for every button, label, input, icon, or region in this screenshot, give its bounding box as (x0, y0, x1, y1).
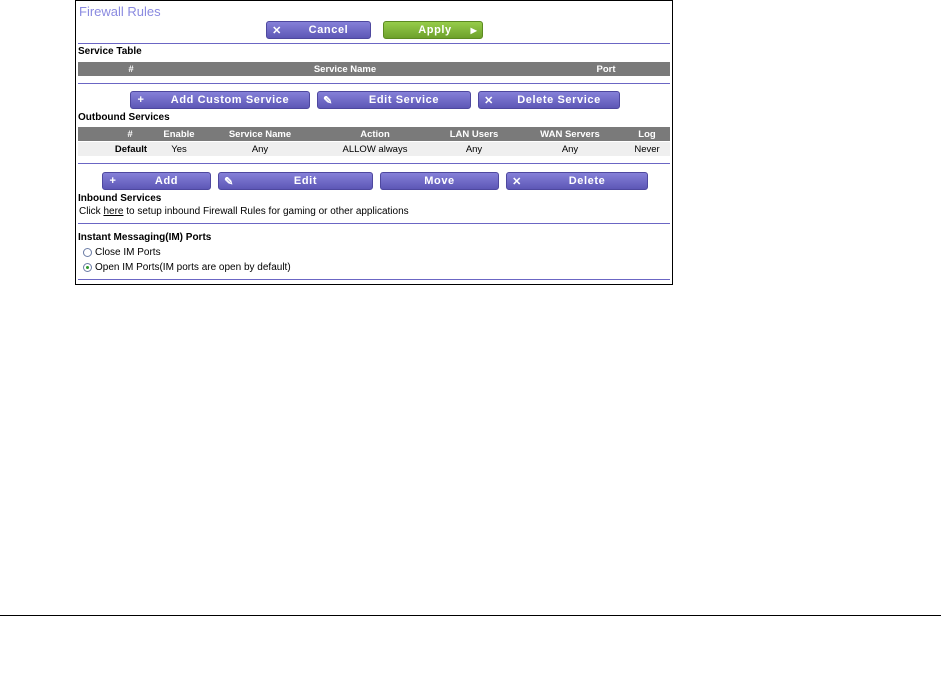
cell-wan-servers: Any (561, 144, 579, 155)
divider (78, 83, 670, 84)
add-custom-service-button[interactable] (130, 91, 310, 109)
col-num: # (128, 64, 134, 75)
apply-label: Apply (418, 24, 452, 36)
delete-label: Delete (568, 175, 606, 187)
open-im-ports-radio[interactable] (83, 263, 92, 272)
close-im-ports-option[interactable] (83, 247, 161, 258)
inbound-text-before: Click (79, 206, 104, 217)
apply-button[interactable] (383, 21, 483, 39)
col-wan-servers: WAN Servers (540, 129, 600, 140)
open-im-ports-option[interactable] (83, 262, 291, 273)
edit-button[interactable] (218, 172, 373, 190)
col-action: Action (360, 129, 390, 140)
service-table-title: Service Table (78, 46, 142, 57)
col-port: Port (596, 64, 616, 75)
col-log: Log (638, 129, 656, 140)
open-im-ports-label: Open IM Ports(IM ports are open by default) (95, 262, 291, 273)
im-ports-title: Instant Messaging(IM) Ports (78, 232, 212, 243)
close-im-ports-label: Close IM Ports (95, 247, 161, 258)
col-service-name: Service Name (313, 64, 377, 75)
cell-action: ALLOW always (342, 144, 408, 155)
outbound-table-header (78, 127, 670, 141)
inbound-setup-link[interactable]: here (103, 206, 124, 217)
cancel-label: Cancel (308, 24, 349, 36)
col-num: # (127, 129, 133, 140)
delete-button[interactable] (506, 172, 648, 190)
plus-icon: + (109, 175, 117, 187)
divider (78, 43, 670, 44)
cell-num: Default (114, 144, 148, 155)
edit-label: Edit (293, 175, 318, 187)
move-label: Move (424, 175, 455, 187)
col-enable: Enable (163, 129, 195, 140)
divider (78, 279, 670, 280)
plus-icon: + (137, 94, 145, 106)
move-button[interactable] (380, 172, 499, 190)
close-im-ports-radio[interactable] (83, 248, 92, 257)
delete-service-label: Delete Service (517, 94, 601, 106)
add-custom-service-label: Add Custom Service (170, 94, 290, 106)
pencil-icon: ✎ (224, 175, 234, 188)
col-lan-users: LAN Users (449, 129, 499, 140)
pencil-icon: ✎ (323, 94, 333, 107)
close-icon: ✕ (512, 175, 522, 188)
add-label: Add (154, 175, 179, 187)
cell-log: Never (634, 144, 660, 155)
col-service-name: Service Name (228, 129, 292, 140)
table-row[interactable] (78, 142, 670, 156)
add-button[interactable] (102, 172, 211, 190)
cancel-button[interactable] (266, 21, 371, 39)
edit-service-label: Edit Service (368, 94, 440, 106)
inbound-description (79, 206, 409, 217)
divider (78, 163, 670, 164)
close-icon: ✕ (272, 24, 282, 37)
cell-service-name: Any (251, 144, 269, 155)
service-table-header (78, 62, 670, 76)
firewall-rules-panel (75, 0, 673, 285)
inbound-text-after: to setup inbound Firewall Rules for gaming or other applications (123, 206, 409, 217)
page-title: Firewall Rules (79, 4, 161, 19)
divider (78, 223, 670, 224)
cell-enable: Yes (171, 144, 187, 155)
arrow-right-icon: ▶ (470, 25, 478, 35)
close-icon: ✕ (484, 94, 494, 107)
cell-lan-users: Any (465, 144, 483, 155)
delete-service-button[interactable] (478, 91, 620, 109)
footer-divider (0, 615, 941, 616)
outbound-services-title: Outbound Services (78, 112, 170, 123)
inbound-services-title: Inbound Services (78, 193, 162, 204)
edit-service-button[interactable] (317, 91, 471, 109)
